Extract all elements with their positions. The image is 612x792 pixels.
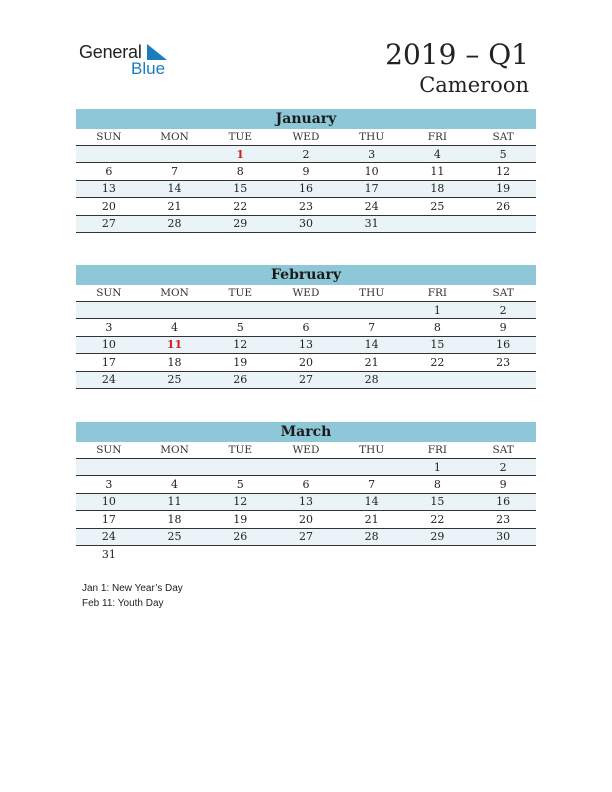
generalblue-logo (79, 42, 179, 82)
day-cell: 9 (470, 319, 536, 336)
day-cell: 6 (76, 163, 142, 180)
day-cell: 29 (207, 215, 273, 232)
calendar-grid (76, 442, 536, 562)
day-cell: 22 (405, 511, 471, 528)
day-cell: 24 (76, 528, 142, 545)
day-cell: 25 (405, 198, 471, 215)
day-cell: 19 (470, 180, 536, 197)
weekday-header: MON (142, 285, 208, 302)
day-cell (339, 545, 405, 562)
day-cell: 12 (470, 163, 536, 180)
day-cell (273, 545, 339, 562)
day-cell: 23 (470, 354, 536, 371)
day-cell (470, 371, 536, 388)
day-cell: 13 (273, 336, 339, 353)
day-cell: 6 (273, 319, 339, 336)
day-cell (273, 302, 339, 319)
day-cell: 21 (142, 198, 208, 215)
holiday-note: Jan 1: New Year’s Day (82, 583, 183, 594)
day-cell: 6 (273, 476, 339, 493)
day-cell: 24 (76, 371, 142, 388)
week-row (76, 198, 536, 215)
week-row (76, 163, 536, 180)
day-cell: 2 (470, 302, 536, 319)
week-row (76, 493, 536, 510)
day-cell: 10 (339, 163, 405, 180)
day-cell: 15 (207, 180, 273, 197)
day-cell: 19 (207, 511, 273, 528)
month-name: March (76, 422, 536, 442)
day-cell: 4 (142, 476, 208, 493)
day-cell (207, 302, 273, 319)
day-cell: 2 (470, 459, 536, 476)
day-cell: 4 (405, 146, 471, 163)
day-cell (405, 545, 471, 562)
weekday-header: WED (273, 129, 339, 146)
week-row (76, 336, 536, 353)
week-row (76, 371, 536, 388)
country-name: Cameroon (419, 73, 529, 97)
day-cell: 27 (273, 528, 339, 545)
day-cell: 22 (405, 354, 471, 371)
day-cell (405, 215, 471, 232)
day-cell: 24 (339, 198, 405, 215)
day-cell: 30 (470, 528, 536, 545)
weekday-header: SUN (76, 442, 142, 459)
day-cell: 18 (405, 180, 471, 197)
day-cell: 26 (470, 198, 536, 215)
day-cell: 9 (273, 163, 339, 180)
day-cell: 27 (76, 215, 142, 232)
day-cell (470, 215, 536, 232)
logo-word-general: General (79, 42, 142, 62)
weekday-header: SAT (470, 129, 536, 146)
day-cell: 18 (142, 354, 208, 371)
day-cell: 10 (76, 493, 142, 510)
day-cell: 8 (405, 476, 471, 493)
day-cell: 20 (76, 198, 142, 215)
week-row (76, 302, 536, 319)
day-cell: 5 (207, 476, 273, 493)
day-cell: 8 (405, 319, 471, 336)
day-cell (142, 146, 208, 163)
day-cell: 20 (273, 511, 339, 528)
day-cell: 7 (142, 163, 208, 180)
weekday-header: WED (273, 285, 339, 302)
day-cell: 19 (207, 354, 273, 371)
day-cell (142, 545, 208, 562)
day-cell (207, 459, 273, 476)
weekday-header: FRI (405, 442, 471, 459)
day-cell: 12 (207, 493, 273, 510)
day-cell (339, 459, 405, 476)
week-row (76, 476, 536, 493)
day-cell: 9 (470, 476, 536, 493)
weekday-header: FRI (405, 129, 471, 146)
holiday-note: Feb 11: Youth Day (82, 597, 164, 609)
day-cell: 29 (405, 528, 471, 545)
day-cell (470, 545, 536, 562)
day-cell: 28 (339, 371, 405, 388)
day-cell: 15 (405, 336, 471, 353)
week-row (76, 545, 536, 562)
week-row (76, 146, 536, 163)
day-cell: 16 (273, 180, 339, 197)
logo-word-blue: Blue (131, 59, 166, 78)
holiday-notes (82, 582, 183, 611)
day-cell (76, 302, 142, 319)
day-cell: 17 (76, 511, 142, 528)
month-january (76, 109, 536, 233)
day-cell: 15 (405, 493, 471, 510)
week-row (76, 319, 536, 336)
weekday-header: FRI (405, 285, 471, 302)
logo-triangle-icon (147, 44, 167, 60)
day-cell (405, 371, 471, 388)
page-title: 2019 – Q1 (385, 38, 529, 71)
day-cell: 11 (405, 163, 471, 180)
day-cell: 17 (339, 180, 405, 197)
week-row (76, 511, 536, 528)
day-cell: 17 (76, 354, 142, 371)
day-cell: 2 (273, 146, 339, 163)
day-cell: 23 (273, 198, 339, 215)
day-cell: 26 (207, 528, 273, 545)
day-cell: 21 (339, 354, 405, 371)
day-cell: 7 (339, 319, 405, 336)
month-name: January (76, 109, 536, 129)
day-cell: 14 (339, 493, 405, 510)
day-cell (76, 459, 142, 476)
day-cell (76, 146, 142, 163)
day-cell (273, 459, 339, 476)
day-cell: 1 (207, 146, 273, 163)
day-cell: 3 (76, 476, 142, 493)
day-cell: 11 (142, 336, 208, 353)
day-cell: 16 (470, 493, 536, 510)
day-cell: 5 (207, 319, 273, 336)
weekday-header: TUE (207, 129, 273, 146)
day-cell: 10 (76, 336, 142, 353)
day-cell: 12 (207, 336, 273, 353)
day-cell: 3 (76, 319, 142, 336)
weekday-header: SUN (76, 129, 142, 146)
day-cell: 13 (273, 493, 339, 510)
weekday-header: TUE (207, 285, 273, 302)
day-cell (207, 545, 273, 562)
day-cell: 5 (470, 146, 536, 163)
weekday-header: SAT (470, 285, 536, 302)
day-cell: 14 (142, 180, 208, 197)
week-row (76, 459, 536, 476)
calendar-grid (76, 285, 536, 389)
day-cell: 27 (273, 371, 339, 388)
day-cell: 31 (339, 215, 405, 232)
day-cell: 20 (273, 354, 339, 371)
day-cell: 21 (339, 511, 405, 528)
weekday-header: WED (273, 442, 339, 459)
weekday-header: THU (339, 442, 405, 459)
weekday-header: SAT (470, 442, 536, 459)
day-cell: 31 (101, 547, 116, 561)
day-cell: 8 (207, 163, 273, 180)
day-cell: 14 (339, 336, 405, 353)
weekday-header: MON (142, 129, 208, 146)
week-row (76, 215, 536, 232)
day-cell: 4 (142, 319, 208, 336)
week-row (76, 354, 536, 371)
day-cell: 25 (142, 528, 208, 545)
day-cell: 26 (207, 371, 273, 388)
day-cell (339, 302, 405, 319)
day-cell: 16 (470, 336, 536, 353)
day-cell: 28 (142, 215, 208, 232)
day-cell: 23 (470, 511, 536, 528)
day-cell: 18 (142, 511, 208, 528)
weekday-header: THU (339, 129, 405, 146)
day-cell: 1 (405, 302, 471, 319)
calendar-grid (76, 129, 536, 233)
weekday-header: THU (339, 285, 405, 302)
day-cell: 3 (339, 146, 405, 163)
day-cell: 11 (142, 493, 208, 510)
day-cell: 1 (405, 459, 471, 476)
month-name: February (76, 265, 536, 285)
month-march (76, 422, 536, 562)
day-cell: 25 (142, 371, 208, 388)
weekday-header: SUN (76, 285, 142, 302)
day-cell: 28 (339, 528, 405, 545)
month-february (76, 265, 536, 389)
day-cell (142, 459, 208, 476)
day-cell: 30 (273, 215, 339, 232)
day-cell: 7 (339, 476, 405, 493)
day-cell: 22 (207, 198, 273, 215)
day-cell: 13 (76, 180, 142, 197)
week-row (76, 180, 536, 197)
week-row (76, 528, 536, 545)
weekday-header: MON (142, 442, 208, 459)
day-cell (142, 302, 208, 319)
weekday-header: TUE (207, 442, 273, 459)
